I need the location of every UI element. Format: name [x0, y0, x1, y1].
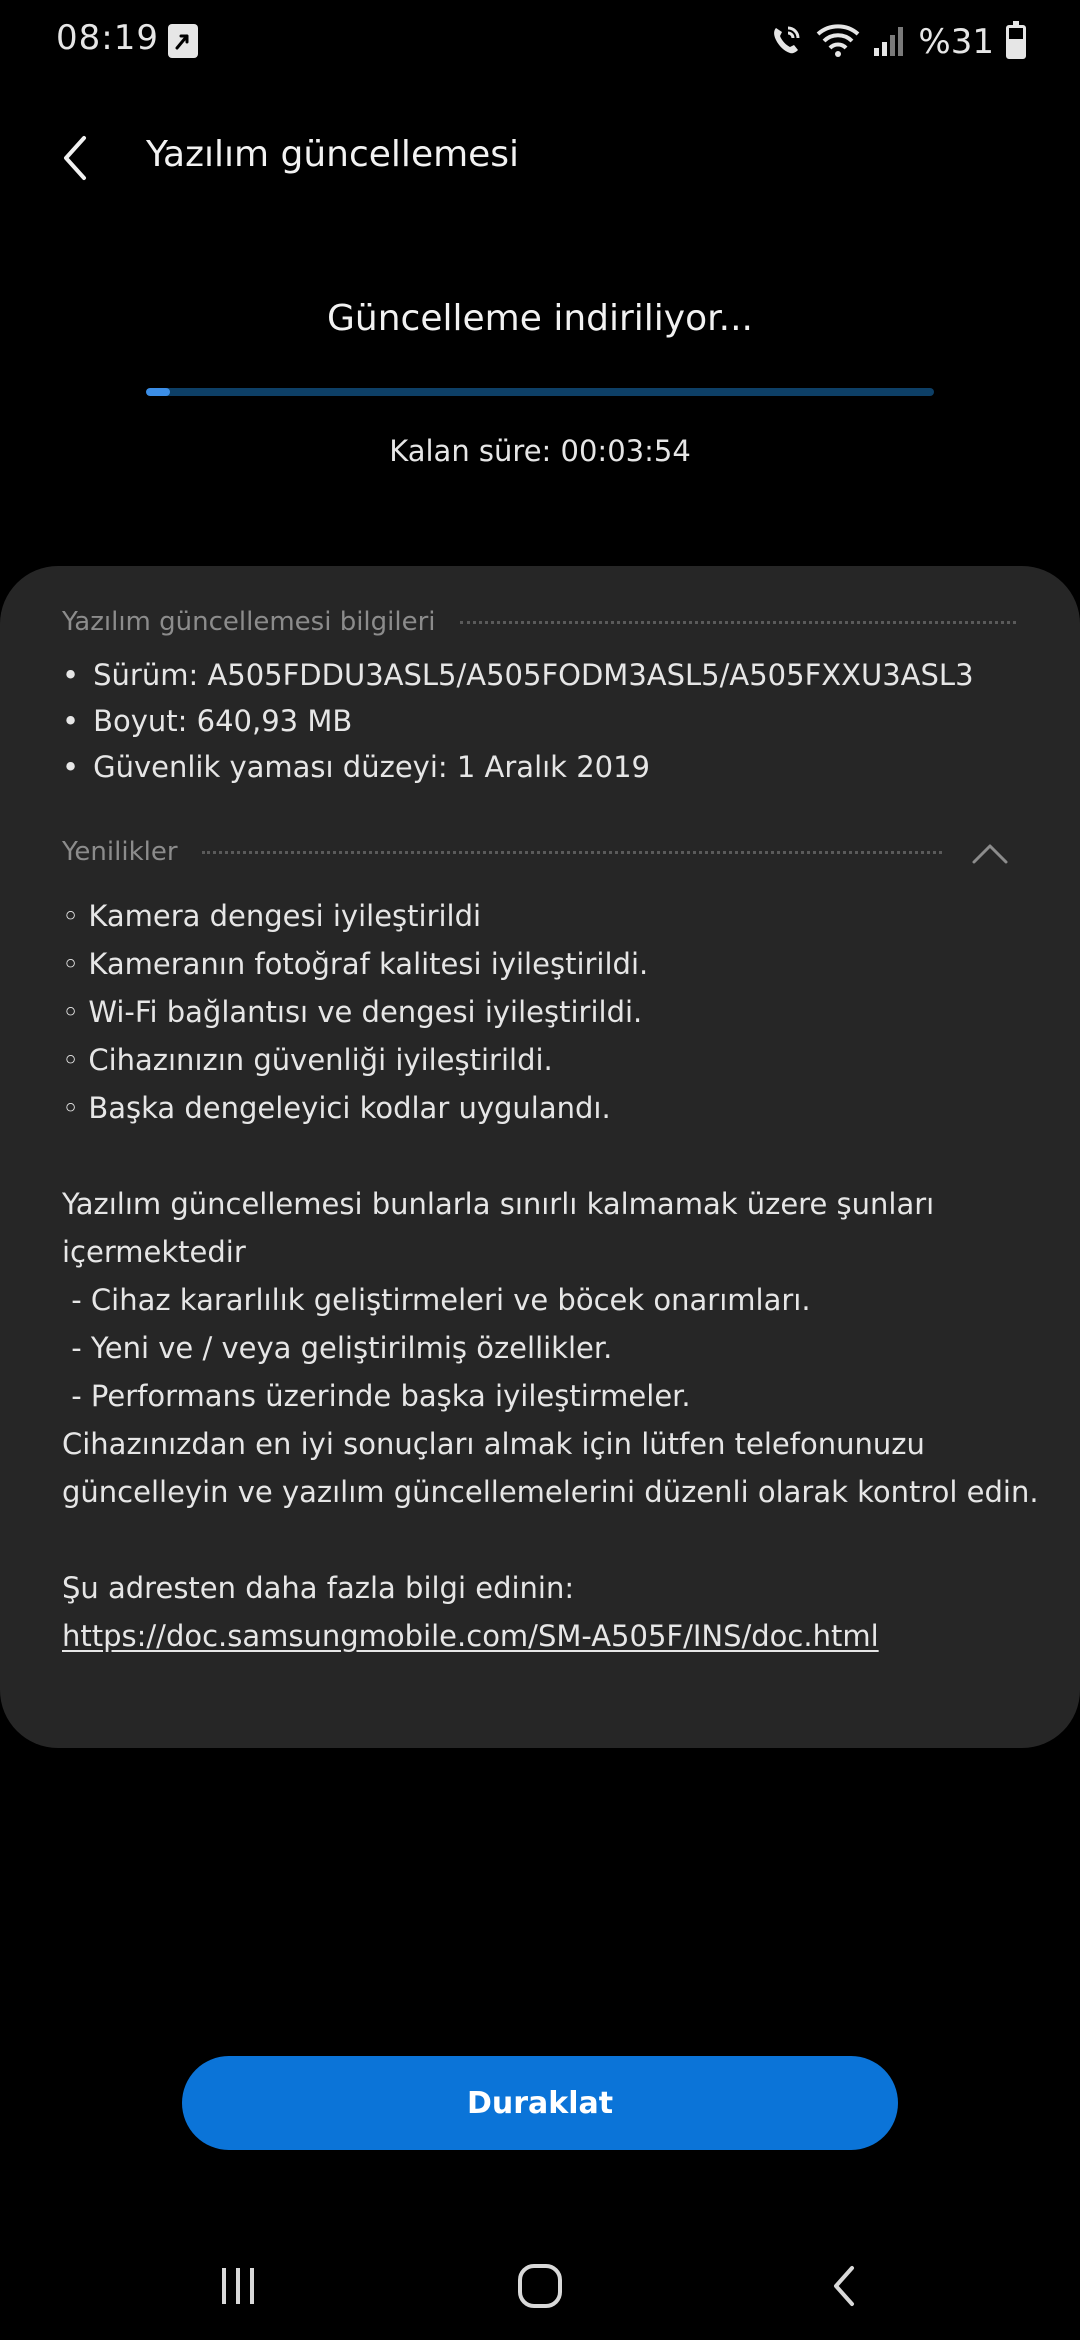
download-progress-bar — [146, 388, 934, 396]
download-progress-fill — [146, 388, 170, 396]
spacer — [62, 1132, 1052, 1180]
more-info-label: Şu adresten daha fazla bilgi edinin: — [62, 1571, 575, 1605]
recent-apps-button[interactable] — [206, 2254, 270, 2318]
whats-new-content — [62, 892, 1052, 1660]
list-item: - Performans üzerinde başka iyileştirmeler. — [62, 1379, 691, 1413]
battery-percentage: %31 — [918, 22, 994, 62]
list-item: - Yeni ve / veya geliştirilmiş özellikler. — [62, 1331, 613, 1365]
screenshot-notification-icon — [168, 24, 198, 58]
home-button[interactable] — [508, 2254, 572, 2318]
pause-button[interactable]: Duraklat — [182, 2056, 898, 2150]
nav-back-button[interactable] — [812, 2254, 876, 2318]
status-time: 08:19 — [56, 18, 159, 58]
list-item: - Cihaz kararlılık geliştirmeleri ve böcek onarımları. — [62, 1283, 811, 1317]
whats-new-section-label: Yenilikler — [62, 837, 178, 867]
back-button[interactable] — [44, 126, 108, 190]
list-item: ◦ Başka dengeleyici kodlar uygulandı. — [62, 1091, 611, 1125]
size-item: • Boyut: 640,93 MB — [62, 698, 1052, 744]
info-section-label: Yazılım güncellemesi bilgileri — [62, 607, 436, 637]
wifi-icon — [816, 22, 860, 62]
status-bar — [0, 0, 1080, 84]
recent-apps-icon — [214, 2264, 262, 2308]
update-info-list — [62, 652, 1052, 790]
signal-icon — [872, 22, 906, 62]
list-item: ◦ Kamera dengesi iyileştirildi — [62, 899, 482, 933]
documentation-link[interactable]: https://doc.samsungmobile.com/SM-A505F/INS/doc.html — [62, 1619, 879, 1653]
divider — [460, 621, 1016, 624]
status-right-group — [768, 18, 1026, 66]
list-item: ◦ Wi-Fi bağlantısı ve dengesi iyileştirildi. — [62, 995, 643, 1029]
app-header — [0, 110, 1080, 206]
wifi-calling-icon — [768, 22, 804, 62]
spacer — [62, 1516, 1052, 1564]
divider — [202, 851, 942, 854]
list-item: ◦ Cihazınızın güvenliği iyileştirildi. — [62, 1043, 553, 1077]
update-info-card — [0, 566, 1080, 1748]
remaining-time: Kalan süre: 00:03:54 — [389, 434, 691, 468]
advice-text: Cihazınızdan en iyi sonuçları almak için lütfen telefonunuzu güncelleyin ve yazılım güncellemelerini düzenli olarak kontrol edin. — [62, 1427, 1039, 1509]
chevron-up-icon[interactable] — [970, 834, 1010, 874]
battery-icon — [1006, 25, 1026, 59]
whats-new-section-header[interactable] — [62, 832, 942, 872]
intro-text: Yazılım güncellemesi bunlarla sınırlı kalmamak üzere şunları içermektedir — [62, 1187, 935, 1269]
info-section-header — [62, 602, 1016, 642]
list-item: ◦ Kameranın fotoğraf kalitesi iyileştirildi. — [62, 947, 649, 981]
back-icon — [824, 2262, 864, 2310]
download-status-title: Güncelleme indiriliyor... — [327, 298, 753, 339]
navigation-bar — [0, 2232, 1080, 2340]
chevron-left-icon — [56, 134, 96, 182]
security-patch-item: • Güvenlik yaması düzeyi: 1 Aralık 2019 — [62, 744, 1052, 790]
version-item: • Sürüm: A505FDDU3ASL5/A505FODM3ASL5/A505FXXU3ASL3 — [62, 652, 1052, 698]
page-title: Yazılım güncellemesi — [146, 134, 520, 175]
home-icon — [514, 2260, 566, 2312]
